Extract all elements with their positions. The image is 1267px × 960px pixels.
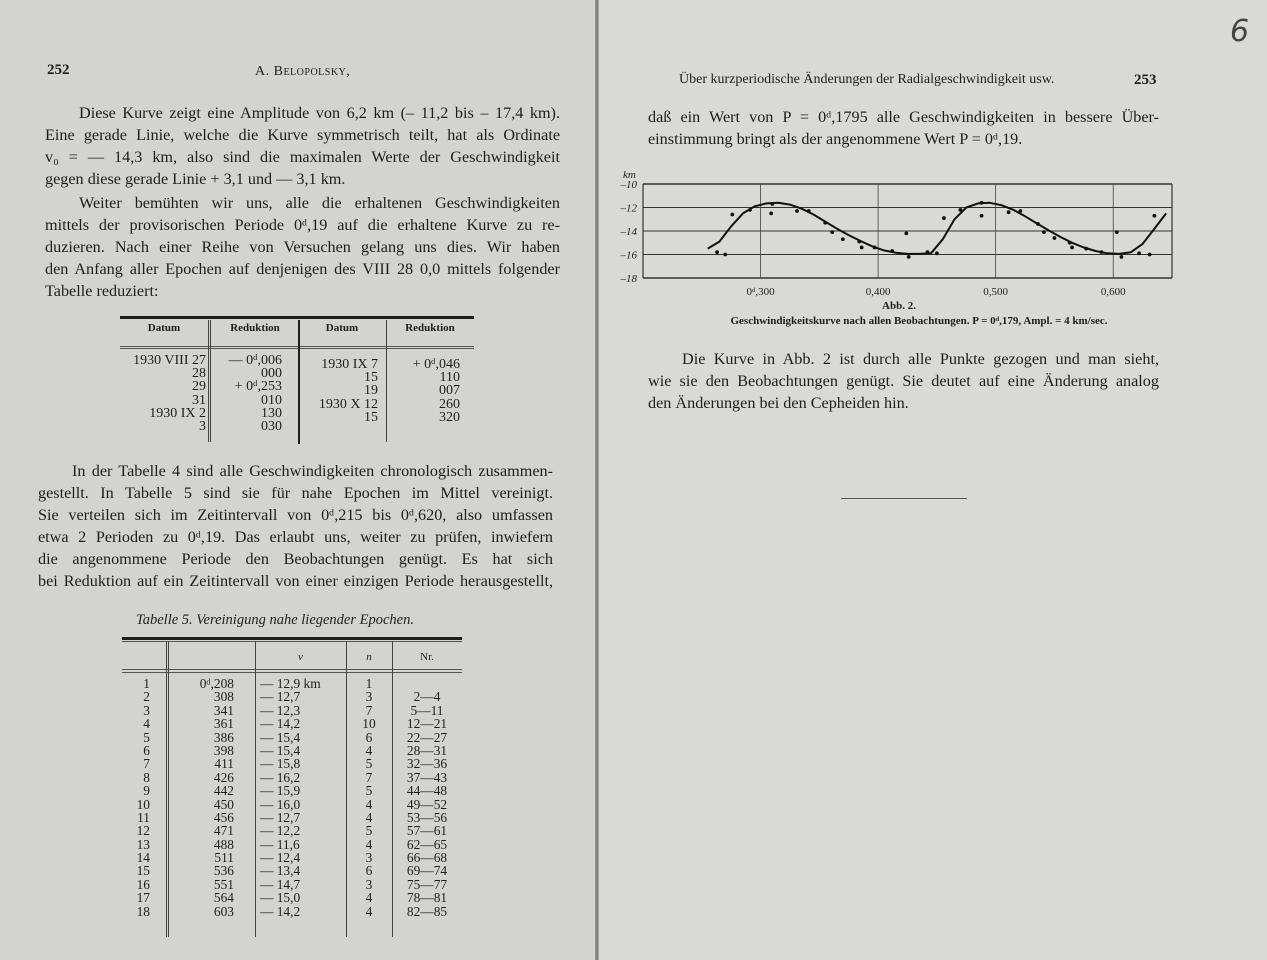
column-header: Reduktion: [405, 322, 455, 334]
text-line: daß ein Wert von P = 0ᵈ,1795 alle Geschwindigkeiten in bessere Über-: [648, 108, 1159, 126]
text-line: den Änderungen bei den Cepheiden hin.: [648, 394, 909, 412]
text-line: einstimmung bringt als der angenommene Wert P = 0ᵈ,19.: [648, 130, 1023, 148]
table-cell-idx: 10: [136, 796, 150, 812]
data-point: [730, 213, 734, 217]
column-header: Datum: [325, 322, 359, 334]
table-cell-epoch: 308: [213, 689, 234, 705]
data-point: [980, 214, 984, 218]
table-cell-date: 28: [192, 366, 206, 382]
table-cell-nr: 2—4: [413, 689, 441, 705]
table-cell-reduction: + 0ᵈ,253: [234, 379, 282, 395]
column-divider: [386, 320, 387, 442]
column-divider: [298, 320, 300, 444]
table-cell-nr: 82—85: [406, 903, 448, 919]
data-point: [841, 237, 845, 241]
table-cell-epoch: 426: [213, 769, 234, 785]
table-cell-nr: 69—74: [406, 863, 448, 879]
column-header-v: v: [298, 651, 303, 663]
table-cell-epoch: 386: [213, 729, 234, 745]
table-cell-v: — 15,4: [260, 729, 301, 745]
table-cell-v: — 15,8: [260, 756, 301, 772]
epoch-column: [172, 677, 234, 918]
running-head: A. Belopolsky,: [255, 64, 351, 79]
table-cell-v: — 12,2: [260, 823, 301, 839]
table-cell-epoch: 0ᵈ,208: [199, 676, 234, 691]
data-point: [860, 246, 864, 250]
column-divider: [210, 320, 211, 442]
data-point: [1137, 251, 1141, 255]
table-cell-reduction: + 0ᵈ,046: [412, 357, 460, 372]
text-line: Diese Kurve zeigt eine Amplitude von 6,2 km (– 11,2 bis – 17,4 km).: [79, 104, 560, 122]
text-line: bei Reduktion auf ein Zeitintervall von einer einzigen Periode herausgestellt,: [38, 572, 553, 590]
table-rule: [120, 346, 474, 347]
table-cell-idx: 14: [136, 850, 150, 866]
column-divider: [255, 641, 256, 937]
data-point: [1036, 222, 1040, 226]
table-cell-reduction: 260: [439, 396, 460, 412]
text-line: etwa 2 Perioden zu 0ᵈ,19. Das erlaubt uns, weiter zu prüfen, inwiefern: [38, 528, 553, 546]
table-cell-n: 4: [365, 742, 373, 758]
table-cell-v: — 16,2: [260, 769, 301, 785]
page-number: 253: [1134, 72, 1157, 88]
data-point: [959, 208, 963, 212]
text-line: In der Tabelle 4 sind alle Geschwindigkeiten chronologisch zusammen-: [72, 462, 553, 480]
table-cell-v: — 14,2: [260, 903, 301, 919]
x-tick-label: 0,600: [1100, 286, 1126, 298]
table-cell-nr: 75—77: [406, 876, 448, 892]
column-header-n: n: [366, 651, 372, 663]
fitted-curve: [708, 203, 1166, 254]
table-cell-v: — 12,7: [260, 809, 301, 825]
data-point: [1152, 214, 1156, 218]
running-head: Über kurzperiodische Änderungen der Radialgeschwindigkeit usw.: [679, 72, 1055, 87]
table-rule: [122, 672, 462, 673]
table-cell-nr: 28—31: [406, 742, 448, 758]
table-cell-nr: [392, 677, 462, 690]
table-cell-epoch: 361: [213, 716, 234, 732]
table-cell-n: 4: [365, 890, 373, 906]
table-cell-reduction: 000: [261, 366, 282, 382]
data-point: [1120, 255, 1124, 259]
table-cell-idx: 9: [143, 783, 150, 799]
table-cell-date: 1930 X 12: [318, 396, 378, 412]
data-point: [723, 253, 727, 257]
table-cell-epoch: 398: [213, 742, 234, 758]
table-cell-idx: 18: [136, 903, 150, 919]
table-cell-epoch: 536: [213, 863, 234, 879]
table-cell-idx: 16: [136, 876, 150, 892]
table-cell-reduction: 110: [439, 370, 460, 386]
data-point: [907, 255, 911, 259]
text-line: mittels der provisorischen Periode 0ᵈ,19 auf die erhaltene Kurve zu re-: [45, 216, 560, 234]
table-cell-epoch: 511: [214, 850, 234, 866]
table-cell-idx: 12: [136, 823, 150, 839]
dates-column-right: [302, 358, 378, 424]
data-point: [715, 250, 719, 254]
table-cell-idx: 3: [143, 702, 150, 718]
table-cell-reduction: 130: [261, 405, 282, 421]
text-line: die angenommene Periode den Beobachtungen genügt. Es hat sich: [38, 550, 553, 568]
x-tick-label: 0,500: [983, 286, 1009, 298]
table-cell-idx: 6: [143, 742, 150, 758]
figure-caption: Geschwindigkeitskurve nach allen Beobachtungen. P = 0ᵈ,179, Ampl. = 4 km/sec.: [730, 315, 1108, 327]
data-point: [807, 209, 811, 213]
y-tick-label: –16: [620, 249, 637, 262]
count-column: [346, 677, 392, 918]
table-cell-n: 4: [365, 796, 373, 812]
table-cell-nr: 37—43: [406, 769, 448, 785]
data-point: [926, 250, 930, 254]
text-line: Weiter bemühten wir uns, alle die erhaltenen Geschwindigkeiten: [79, 194, 560, 212]
number-range-column: [392, 677, 462, 918]
table-cell-v: — 14,2: [260, 716, 301, 732]
table-cell-nr: 53—56: [406, 809, 448, 825]
table-cell-reduction: 030: [261, 419, 282, 435]
table-cell-n: 5: [365, 823, 373, 839]
index-column: [122, 677, 150, 918]
data-point: [904, 231, 908, 235]
paragraph-tabelle: [38, 460, 553, 592]
table-cell-n: 4: [365, 836, 373, 852]
table-cell-date: 15: [364, 370, 378, 386]
table-cell-idx: 15: [136, 863, 150, 879]
table-cell-date: 1930 IX 2: [149, 405, 206, 421]
table-cell-v: — 12,7: [260, 689, 301, 705]
handwritten-mark: 6: [1230, 14, 1250, 49]
table-cell-epoch: 551: [213, 876, 234, 892]
paragraph-reduction: [45, 192, 560, 302]
table-cell-n: 5: [365, 756, 373, 772]
table-title: Tabelle 5. Vereinigung nahe liegender Epochen.: [136, 612, 414, 628]
table-cell-n: 5: [365, 783, 373, 799]
column-header-nr: Nr.: [420, 651, 434, 663]
data-point: [769, 211, 773, 215]
page-number: 252: [47, 62, 70, 78]
table-cell-nr: 66—68: [406, 850, 448, 866]
table-cell-reduction: 010: [261, 392, 282, 408]
table-cell-date: 31: [192, 392, 206, 408]
reductions-column-left: [212, 354, 282, 433]
table-cell-idx: 17: [136, 890, 150, 906]
table-cell-v: — 15,0: [260, 890, 301, 906]
table-cell-epoch: 456: [213, 809, 234, 825]
data-point: [1053, 236, 1057, 240]
table-cell-idx: 11: [137, 809, 150, 825]
data-point: [890, 249, 894, 253]
text-line: den Anfang aller Epochen auf denjenigen des VIII 28 0,0 mittels folgender: [45, 260, 560, 278]
column-header: Reduktion: [230, 322, 280, 334]
table-cell-n: 7: [365, 769, 373, 785]
table-cell-v: — 16,0: [260, 796, 301, 812]
table-rule: [122, 641, 462, 642]
table-cell-v: — 11,6: [260, 836, 300, 852]
data-point: [748, 208, 752, 212]
table-rule: [120, 348, 474, 349]
y-tick-label: –10: [620, 179, 637, 191]
text-line: Die Kurve in Abb. 2 ist durch alle Punkte gezogen und man sieht,: [682, 350, 1159, 368]
data-point: [1070, 246, 1074, 250]
table-cell-epoch: 488: [213, 836, 234, 852]
table-rule: [122, 669, 462, 670]
table-cell-reduction: 320: [439, 409, 460, 425]
column-header: Datum: [147, 322, 181, 334]
table-cell-epoch: 442: [213, 783, 234, 799]
reduction-table: [120, 316, 474, 444]
table-cell-v: — 14,7: [260, 876, 301, 892]
table-cell-reduction: 007: [439, 383, 460, 399]
table-cell-epoch: 471: [213, 823, 234, 839]
table-cell-n: 4: [365, 809, 373, 825]
table-cell-epoch: 341: [213, 702, 234, 718]
data-point: [1100, 250, 1104, 254]
column-divider: [166, 641, 167, 937]
table-cell-nr: 5—11: [410, 702, 444, 718]
table-cell-n: 3: [365, 876, 373, 892]
right-page: [599, 0, 1267, 960]
table-cell-nr: 49—52: [406, 796, 448, 812]
table-cell-date: 1930 VIII 27: [133, 353, 206, 368]
table-cell-date: 19: [364, 383, 378, 399]
table-cell-n: 3: [365, 850, 373, 866]
table-cell-nr: 12—21: [406, 716, 448, 732]
table-cell-v: — 12,4: [260, 850, 301, 866]
text-line: wie sie den Beobachtungen genügt. Sie deutet auf eine Änderung analog: [648, 372, 1159, 390]
text-line: gestellt. In Tabelle 5 sind sie für nahe Epochen im Mittel vereinigt.: [38, 484, 553, 502]
table-5: [122, 637, 462, 939]
left-page: [0, 0, 597, 960]
table-cell-epoch: 603: [213, 903, 234, 919]
table-cell-idx: 8: [143, 769, 150, 785]
data-point: [857, 240, 861, 244]
table-cell-n: 10: [362, 716, 376, 732]
velocity-column: [260, 677, 340, 918]
velocity-chart: [612, 165, 1182, 300]
table-cell-v: — 15,4: [260, 742, 301, 758]
table-cell-nr: 57—61: [406, 823, 448, 839]
table-cell-n: 6: [365, 863, 373, 879]
figure-label: Abb. 2.: [882, 300, 916, 312]
data-point: [873, 246, 877, 250]
data-point: [935, 251, 939, 255]
paragraph-amplitude: [45, 102, 560, 190]
data-point: [1007, 210, 1011, 214]
table-cell-date: 3: [199, 419, 206, 435]
text-line: v₀ = — 14,3 km, also sind die maximalen Werte der Geschwindigkeit: [45, 148, 560, 166]
table-cell-idx: 1: [143, 676, 150, 691]
table-cell-v: — 15,9: [260, 783, 301, 799]
table-cell-n: 1: [365, 676, 373, 691]
data-point: [942, 216, 946, 220]
table-cell-epoch: 411: [214, 756, 234, 772]
table-cell-v: — 12,9 km: [260, 676, 321, 691]
data-point: [1018, 209, 1022, 213]
text-line: Sie verteilen sich im Zeitintervall von 0ᵈ,215 bis 0ᵈ,620, also umfassen: [38, 506, 553, 524]
reductions-column-right: [388, 358, 460, 424]
data-point: [1068, 241, 1072, 245]
table-cell-nr: 78—81: [406, 890, 448, 906]
table-rule: [120, 316, 474, 319]
y-axis-label: km: [623, 169, 636, 181]
table-rule: [122, 637, 462, 640]
table-cell-idx: 13: [136, 836, 150, 852]
text-line: duzieren. Nach einer Reihe von Versuchen gelang uns dies. Wir haben: [45, 238, 560, 256]
y-tick-label: –18: [620, 273, 637, 285]
paragraph-period: [648, 106, 1159, 150]
table-cell-nr: 44—48: [406, 783, 448, 799]
y-tick-label: –14: [620, 226, 637, 238]
chart-canvas: [612, 165, 1182, 300]
data-point: [1042, 230, 1046, 234]
table-cell-epoch: 564: [213, 890, 234, 906]
section-rule: [841, 498, 967, 499]
data-point: [1115, 230, 1119, 234]
data-point: [980, 201, 984, 205]
table-cell-idx: 2: [143, 689, 150, 705]
table-cell-nr: 32—36: [406, 756, 448, 772]
data-point: [770, 202, 774, 206]
table-cell-idx: 7: [143, 756, 150, 772]
data-point: [795, 209, 799, 213]
table-cell-reduction: — 0ᵈ,006: [228, 353, 282, 368]
table-cell-v: — 13,4: [260, 863, 301, 879]
table-cell-date: 15: [364, 409, 378, 425]
table-cell-date: 29: [192, 379, 206, 395]
column-divider: [168, 641, 169, 937]
dates-column-left: [120, 354, 206, 433]
table-cell-idx: 4: [143, 716, 150, 732]
table-cell-nr: 62—65: [406, 836, 448, 852]
data-point: [830, 230, 834, 234]
x-tick-label: 0ᵈ,300: [746, 286, 775, 298]
table-cell-idx: 5: [143, 729, 150, 745]
table-cell-epoch: 450: [213, 796, 234, 812]
table-cell-n: 3: [365, 689, 373, 705]
text-line: Eine gerade Linie, welche die Kurve symmetrisch teilt, hat als Ordinate: [45, 126, 560, 144]
text-line: Tabelle reduziert:: [45, 282, 159, 300]
data-point: [1148, 253, 1152, 257]
data-point: [823, 221, 827, 225]
text-line: gegen diese gerade Linie + 3,1 und — 3,1 km.: [45, 170, 346, 188]
data-point: [1084, 247, 1088, 251]
x-tick-label: 0,400: [865, 286, 891, 298]
paragraph-cepheiden: [648, 348, 1159, 414]
table-cell-n: 6: [365, 729, 373, 745]
table-cell-v: — 12,3: [260, 702, 301, 718]
column-divider: [208, 320, 209, 442]
table-cell-date: 1930 IX 7: [321, 357, 378, 372]
y-tick-label: –12: [620, 202, 637, 215]
table-cell-n: 7: [365, 702, 373, 718]
table-cell-n: 4: [365, 903, 373, 919]
table-cell-nr: 22—27: [406, 729, 448, 745]
